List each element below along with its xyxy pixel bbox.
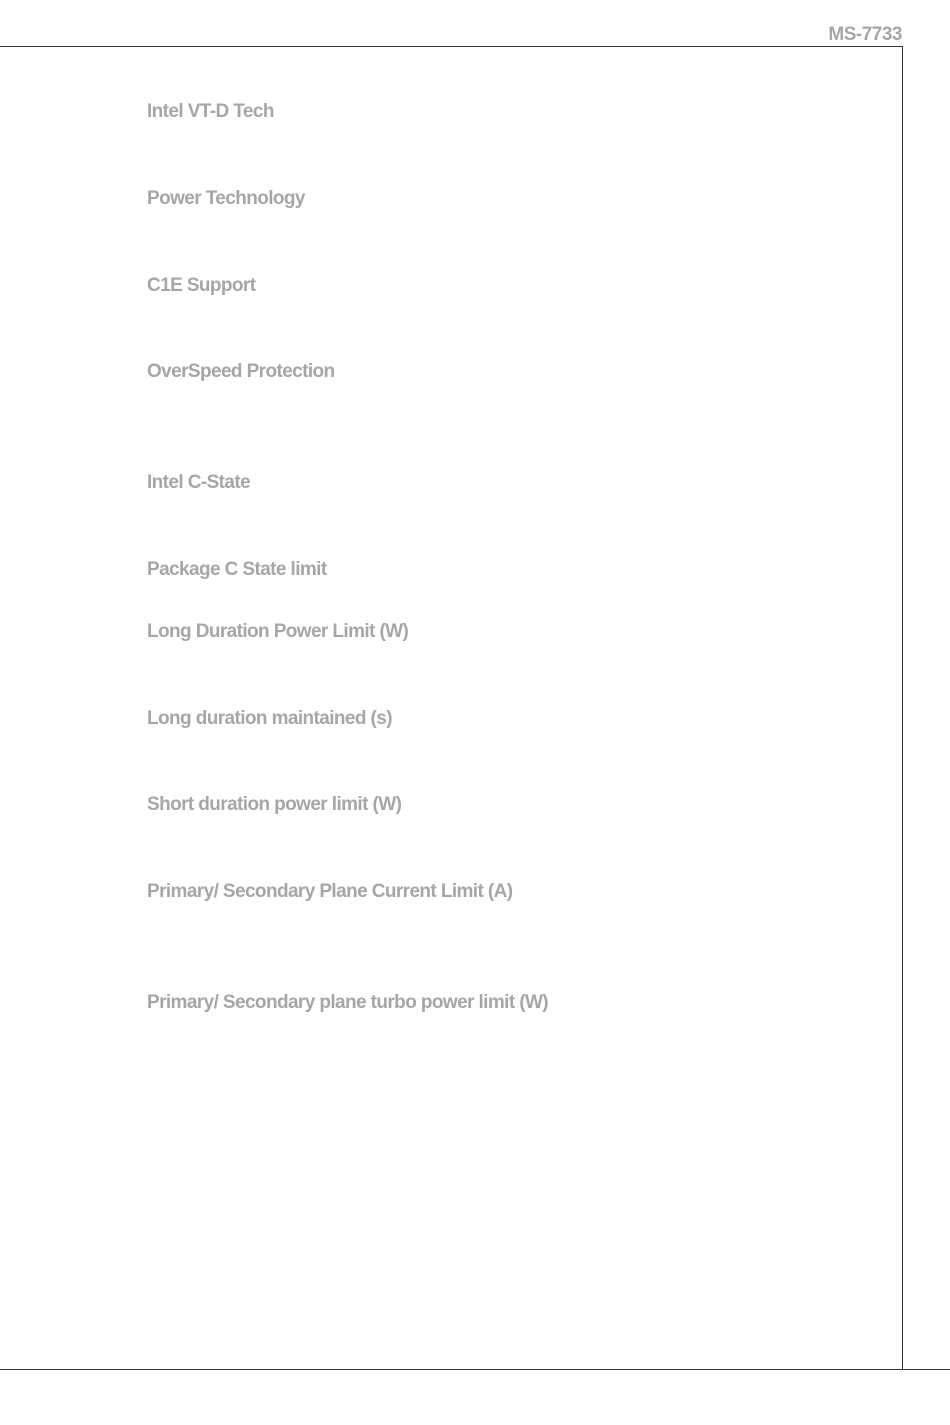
setting-long-duration-maintained: Long duration maintained (s) [147,708,392,729]
setting-power-technology: Power Technology [147,188,305,209]
setting-intel-vt-d-tech: Intel VT-D Tech [147,101,274,122]
top-rule [0,46,903,47]
setting-plane-turbo-power-limit: Primary/ Secondary plane turbo power limit (W) [147,992,549,1013]
setting-intel-c-state: Intel C-State [147,472,251,493]
right-rule [902,46,903,1370]
setting-overspeed-protection: OverSpeed Protection [147,361,335,382]
setting-plane-current-limit: Primary/ Secondary Plane Current Limit (A) [147,881,513,902]
setting-short-duration-power-limit: Short duration power limit (W) [147,794,402,815]
setting-long-duration-power-limit: Long Duration Power Limit (W) [147,621,409,642]
bottom-rule [0,1369,950,1370]
setting-package-c-state-limit: Package C State limit [147,559,327,580]
setting-c1e-support: C1E Support [147,275,256,296]
model-label: MS-7733 [828,24,902,45]
